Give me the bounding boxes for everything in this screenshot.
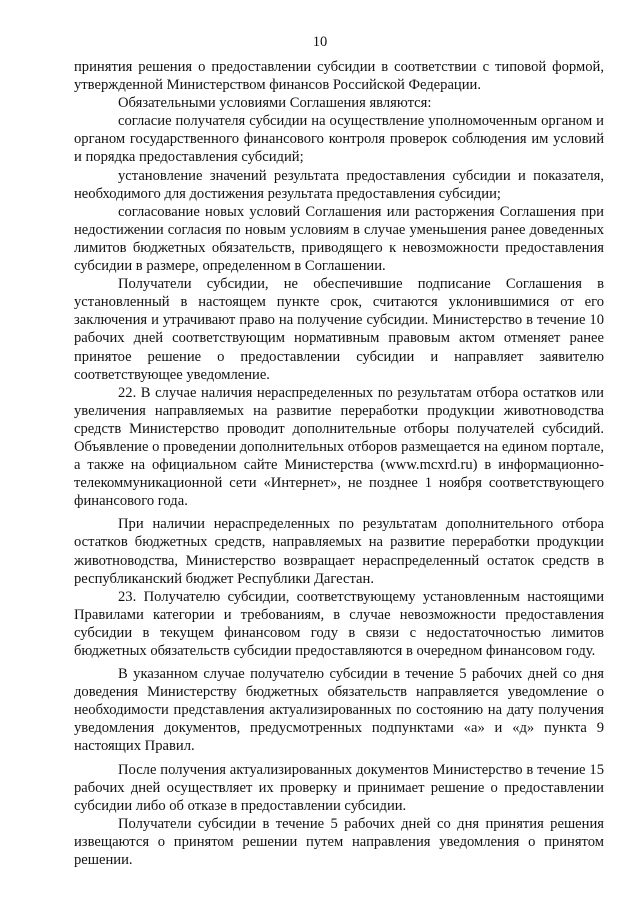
paragraph: При наличии нераспределенных по результатам дополнительного отбора остатков бюджетных средств, направляемых на развитие переработки продукции животноводства, Министерство возвращает нераспределенный остаток средств в республиканский бюджет Республики Дагестан.: [74, 516, 604, 587]
paragraph: В указанном случае получателю субсидии в течение 5 рабочих дней со дня доведения Министерству бюджетных обязательств направляется уведомление о необходимости представления актуализированных по состоянию на дату получения уведомления документов, предусмотренных подпунктами «а» и «д» пункта 9 настоящих Правил.: [74, 666, 604, 755]
paragraph: Получатели субсидии в течение 5 рабочих дней со дня принятия решения извещаются о принятом решении путем направления уведомления о принятом решении.: [74, 815, 604, 869]
paragraph: 22. В случае наличия нераспределенных по результатам отбора остатков или увеличения направляемых на развитие переработки продукции животноводства средств Министерство проводит дополнительные отборы получателей субсидий. Объявление о проведении дополнительных отборов размещается на едином портале, а также на официальном сайте Министерства (www.mcxrd.ru) в информационно-телекоммуникационной сети «Интернет», не позднее 1 ноября соответствующего финансового года.: [74, 384, 604, 510]
paragraph: 23. Получателю субсидии, соответствующему установленным настоящими Правилами категории и требованиям, в случае невозможности предоставления субсидии в текущем финансовом году в связи с недостаточностью лимитов бюджетных обязательств субсидии предоставляются в очередном финансовом году.: [74, 588, 604, 659]
paragraph: установление значений результата предоставления субсидии и показателя, необходимого для достижения результата предоставления субсидии;: [74, 167, 604, 202]
paragraph: согласование новых условий Соглашения или расторжения Соглашения при недостижении согласия по новым условиям в случае уменьшения ранее доведенных лимитов бюджетных обязательств, приводящего к невозможности предоставления субсидии в размере, определенном в Соглашении.: [74, 203, 604, 275]
paragraph: принятия решения о предоставлении субсидии в соответствии с типовой формой, утвержденной Министерством финансов Российской Федерации.: [74, 59, 604, 94]
page-number: 10: [312, 34, 328, 50]
paragraph: согласие получателя субсидии на осуществление уполномоченным органом и органом государственного финансового контроля проверок соблюдения им условий и порядка предоставления субсидий;: [74, 113, 604, 166]
paragraph: После получения актуализированных документов Министерство в течение 15 рабочих дней осуществляет их проверку и принимает решение о предоставлении субсидии либо об отказе в предоставлении субсидии.: [74, 761, 604, 814]
paragraph: Обязательными условиями Соглашения являются:: [118, 95, 432, 112]
document-body: [74, 58, 604, 869]
paragraph: Получатели субсидии, не обеспечившие подписание Соглашения в установленный в настоящем пункте срок, считаются уклонившимися от его заключения и утрачивают право на получение субсидии. Министерство в течение 10 рабочих дней соответствующим нормативным правовым актом отменяет ранее принятое решение о предоставлении субсидии и направляет заявителю соответствующее уведомление.: [74, 276, 604, 383]
